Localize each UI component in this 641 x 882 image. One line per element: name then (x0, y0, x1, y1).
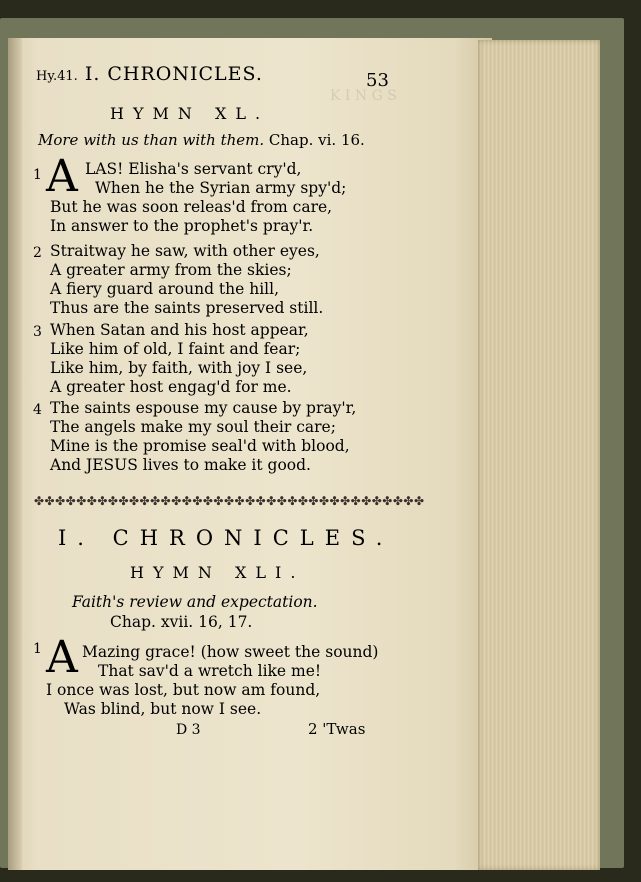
hymn-40-chapter: Chap. vi. 16. (268, 131, 365, 149)
verse-line: When Satan and his host appear, (50, 321, 309, 339)
signature-mark: D 3 (176, 722, 201, 738)
verse-line: Straitway he saw, with other eyes, (50, 242, 320, 260)
stanza-number: 1 (33, 641, 42, 657)
verse-line: A greater host engag'd for me. (50, 378, 292, 396)
stanza-number: 4 (33, 402, 42, 418)
section-title: I. CHRONICLES. (58, 526, 394, 550)
verse-line: Thus are the saints preserved still. (50, 299, 324, 317)
verse-line: Was blind, but now I see. (64, 700, 262, 718)
drop-cap: A (46, 151, 78, 202)
running-head-hymn-ref: Hy.41. (36, 69, 78, 84)
page-edges (478, 40, 600, 870)
drop-cap: A (46, 632, 78, 683)
hymn-40-subtitle (38, 131, 365, 149)
page-number: 53 (366, 70, 389, 91)
verse-line: The angels make my soul their care; (50, 418, 336, 436)
catchword: 2 'Twas (308, 720, 366, 738)
verse-line: Mazing grace! (how sweet the sound) (82, 643, 379, 661)
verse-line: Mine is the promise seal'd with blood, (50, 437, 350, 455)
verse-line: That sav'd a wretch like me! (98, 662, 322, 680)
verse-line: A greater army from the skies; (50, 261, 292, 279)
ornament-rule: ✤✤✤✤✤✤✤✤✤✤✤✤✤✤✤✤✤✤✤✤✤✤✤✤✤✤✤✤✤✤✤✤✤✤✤✤✤ (34, 494, 425, 508)
hymn-40-heading: HYMN XL. (110, 104, 270, 123)
verse-line: A fiery guard around the hill, (50, 280, 280, 298)
verse-line: But he was soon releas'd from care, (50, 198, 333, 216)
verse-line: When he the Syrian army spy'd; (95, 179, 347, 197)
stanza-number: 3 (33, 324, 42, 340)
hymn-41-subtitle: Faith's review and expectation. (72, 593, 318, 611)
running-head (36, 63, 263, 85)
hymn-40-subtitle-text: More with us than with them. (38, 131, 265, 149)
running-head-book: I. CHRONICLES. (84, 63, 263, 85)
verse-line: Like him of old, I faint and fear; (50, 340, 301, 358)
verse-line: In answer to the prophet's pray'r. (50, 217, 314, 235)
page-gutter (8, 38, 22, 870)
verse-line: I once was lost, but now am found, (46, 681, 321, 699)
verse-line: And JESUS lives to make it good. (50, 456, 311, 474)
verse-line: Like him, by faith, with joy I see, (50, 359, 308, 377)
verse-line: LAS! Elisha's servant cry'd, (85, 160, 302, 178)
verse-line: The saints espouse my cause by pray'r, (50, 399, 357, 417)
stanza-number: 2 (33, 245, 42, 261)
hymn-41-chapter: Chap. xvii. 16, 17. (110, 613, 253, 631)
stanza-number: 1 (33, 167, 42, 183)
hymn-41-heading: HYMN XLI. (130, 563, 305, 582)
show-through: K I N G S (330, 88, 397, 104)
